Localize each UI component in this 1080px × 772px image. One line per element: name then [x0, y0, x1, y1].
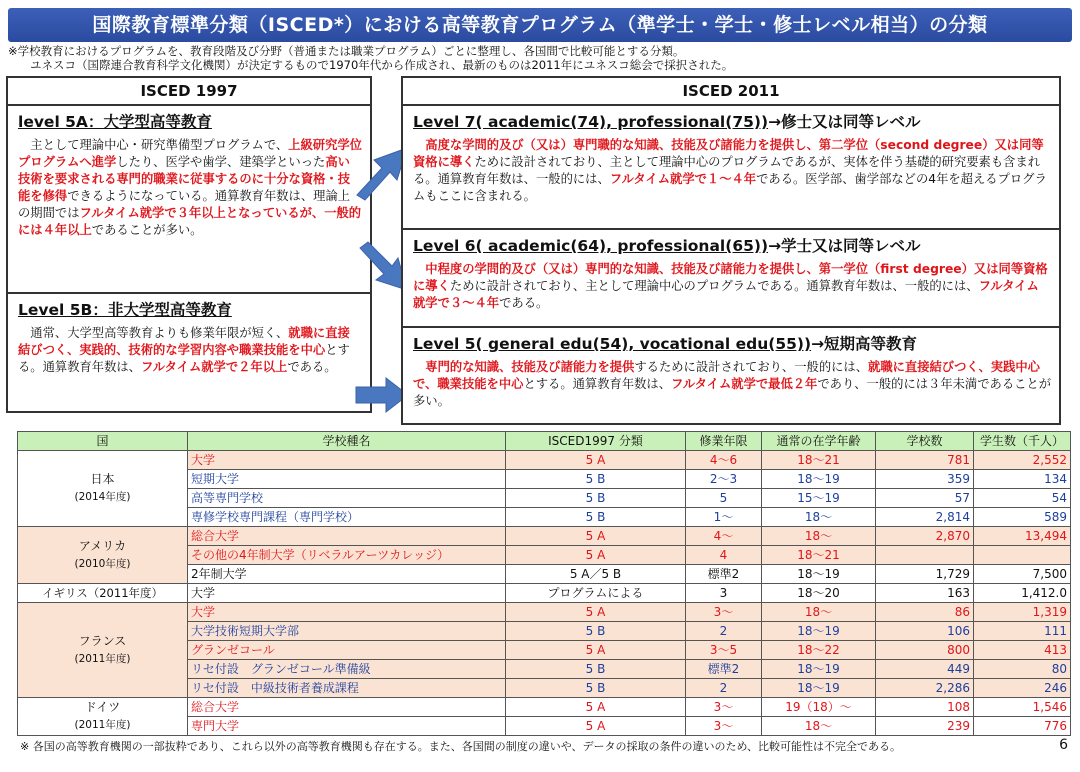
level7-section: [403, 106, 1059, 228]
table-row: 日本 (2014年度) 大学 5 A 4～6 18～21 781 2,552: [18, 451, 1071, 470]
level7-title: Level 7( academic(74), professional(75))→修士又は同等レベル: [413, 113, 921, 131]
level5b-title: Level 5B：非大学型高等教育: [18, 301, 232, 319]
col-header-isced: ISCED1997 分類: [506, 432, 686, 451]
note-line-1: ※学校教育におけるプログラムを、教育段階及び分野（普通または職業プログラム）ごとに整理し、各国間で比較可能とする分類。: [8, 44, 685, 58]
page-title: 国際教育標準分類（ISCED*）における高等教育プログラム（準学士・学士・修士レベル相当）の分類: [8, 8, 1072, 42]
isced1997-box: [6, 76, 372, 413]
table-row: その他の4年制大学（リベラルアーツカレッジ） 5 A 4 18～21: [18, 546, 1071, 565]
level5a-title: level 5A：大学型高等教育: [18, 113, 212, 131]
level5b-section: [8, 292, 370, 380]
footnote: ※ 各国の高等教育機関の一部抜粋であり、これら以外の高等教育機関も存在する。また、各国間の制度の違いや、データの採取の条件の違いのため、比較可能性は不完全である。: [20, 740, 902, 753]
col-header-country: 国: [18, 432, 188, 451]
table-row: リセ付設 グランゼコール準備級 5 B 標準2 18～19 449 80: [18, 660, 1071, 679]
country-germany: ドイツ (2011年度): [18, 698, 188, 736]
page-number: 6: [1059, 737, 1068, 753]
country-japan: 日本 (2014年度): [18, 451, 188, 527]
level5a-section: [8, 106, 370, 292]
table-row: リセ付設 中級技術者養成課程 5 B 2 18～19 2,286 246: [18, 679, 1071, 698]
table-row: 大学技術短期大学部 5 B 2 18～19 106 111: [18, 622, 1071, 641]
table-row: 2年制大学 5 A／5 B 標準2 18～19 1,729 7,500: [18, 565, 1071, 584]
level6-section: [403, 228, 1059, 326]
table-row: フランス (2011年度) 大学 5 A 3～ 18～ 86 1,319: [18, 603, 1071, 622]
table-row: ドイツ (2011年度) 総合大学 5 A 3～ 19（18）～ 108 1,546: [18, 698, 1071, 717]
isced2011-box: [401, 76, 1061, 425]
table-row: グランゼコール 5 A 3～5 18～22 800 413: [18, 641, 1071, 660]
level5-body: 専門的な知識、技能及び諸能力を提供するために設計されており、一般的には、就職に直接結びつく、実践中心で、職業技能を中心とする。通算教育年数は、フルタイム就学で最低２年であり、一般的には３年未満であることが多い。: [413, 360, 1052, 408]
level5-section: [403, 326, 1059, 414]
country-france: フランス (2011年度): [18, 603, 188, 698]
level5b-body: 通常、大学型高等教育よりも修業年限が短く、就職に直接結びつく、実践的、技術的な学習内容や職業技能を中心とする。通算教育年数は、フルタイム就学で２年以上である。: [18, 326, 350, 374]
col-header-school: 学校種名: [188, 432, 506, 451]
table-row: 短期大学 5 B 2～3 18～19 359 134: [18, 470, 1071, 489]
level5a-body: 主として理論中心・研究準備型プログラムで、上級研究学位プログラムへ進学したり、医学や歯学、建築学といった高い技術を要求される専門的職業に従事するのに十分な資格・技能を修得できるようになっている。通算教育年数は、理論上の期間ではフルタイム就学で３年以上となっているが、一般的には４年以上であることが多い。: [18, 138, 362, 237]
country-uk: イギリス（2011年度）: [18, 584, 188, 603]
table-row: 専修学校専門課程（専門学校） 5 B 1～ 18～ 2,814 589: [18, 508, 1071, 527]
level5-title: Level 5( general edu(54), vocational edu(55))→短期高等教育: [413, 335, 918, 353]
table-row: イギリス（2011年度） 大学 プログラムによる 3 18～20 163 1,412.0: [18, 584, 1071, 603]
table-row: アメリカ (2010年度) 総合大学 5 A 4～ 18～ 2,870 13,494: [18, 527, 1071, 546]
table-row: 高等専門学校 5 B 5 15～19 57 54: [18, 489, 1071, 508]
table-header-row: [18, 432, 1071, 451]
col-header-years: 修業年限: [686, 432, 762, 451]
isced1997-header: ISCED 1997: [8, 78, 370, 106]
education-table: [17, 431, 1071, 736]
note-line-2: ユネスコ（国際連合教育科学文化機関）が決定するもので1970年代から作成され、最新のものは2011年にユネスコ総会で採択された。: [30, 58, 734, 72]
table-row: 専門大学 5 A 3～ 18～ 239 776: [18, 717, 1071, 736]
level6-body: 中程度の学問的及び（又は）専門的な知識、技能及び諸能力を提供し、第一学位（first degree）又は同等資格に導くために設計されており、主として理論中心のプログラムである。通算教育年数は、一般的には、フルタイム就学で３～４年である。: [413, 262, 1048, 310]
country-usa: アメリカ (2010年度): [18, 527, 188, 584]
level6-title: Level 6( academic(64), professional(65))→学士又は同等レベル: [413, 237, 921, 255]
col-header-age: 通常の在学年齢: [762, 432, 876, 451]
isced2011-header: ISCED 2011: [403, 78, 1059, 106]
col-header-students: 学生数（千人）: [974, 432, 1071, 451]
level7-body: 高度な学問的及び（又は）専門職的な知識、技能及び諸能力を提供し、第二学位（second degree）又は同等資格に導くために設計されており、主として理論中心のプログラムであるが、実体を伴う基礎的研究要素も含まれる。通算教育年数は、一般的には、フルタイム就学で１～４年である。医学部、歯学部などの4年を超えるプログラムもここに含まれる。: [413, 138, 1047, 203]
col-header-schools: 学校数: [876, 432, 974, 451]
